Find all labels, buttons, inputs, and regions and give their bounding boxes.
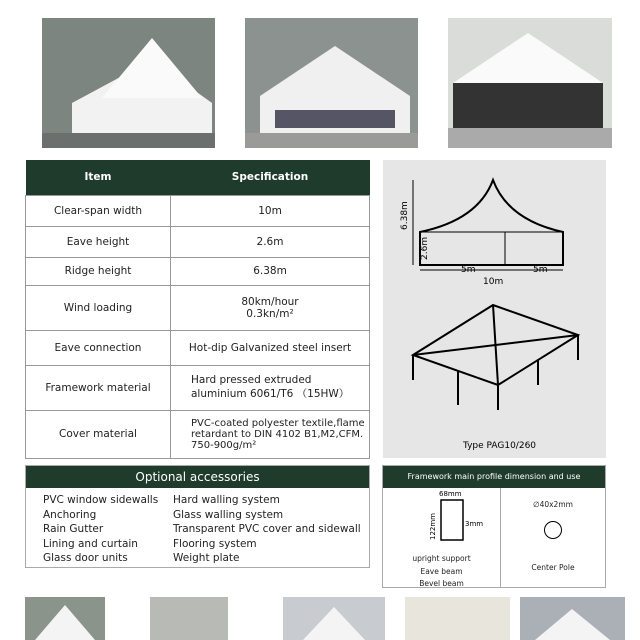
bottom-photo-4	[405, 597, 510, 640]
table-row: Wind loading 80km/hour 0.3kn/m²	[26, 285, 370, 330]
table-row: Ridge height 6.38m	[26, 257, 370, 285]
tent-photo-3	[448, 18, 612, 148]
bottom-photo-5	[520, 597, 625, 640]
ridge-height-label: 6.38m	[400, 201, 410, 230]
spec-table	[25, 160, 370, 459]
framework-title: Framework main profile dimension and use	[383, 466, 605, 488]
optional-title: Optional accessories	[26, 466, 369, 488]
half-span-1: 5m	[461, 265, 476, 275]
bottom-photo-1	[25, 597, 105, 640]
table-row: Eave connection Hot-dip Galvanized steel insert	[26, 330, 370, 365]
pole-circle-icon	[544, 521, 562, 539]
header-spec: Specification	[171, 160, 370, 195]
svg-text:68mm: 68mm	[439, 490, 462, 498]
svg-text:122mm: 122mm	[429, 513, 437, 540]
tent-drawing	[383, 160, 606, 458]
svg-text:3mm: 3mm	[465, 520, 484, 528]
bottom-photo-2	[150, 597, 228, 640]
table-row: Cover material PVC-coated polyester textile,flame retardant to DIN 4102 B1,M2,CFM. 750-900g/m²	[26, 410, 370, 458]
span-label: 10m	[483, 277, 504, 287]
eave-height-label: 2.6m	[420, 236, 430, 260]
tent-photo-1	[42, 18, 215, 148]
half-span-2: 5m	[533, 265, 548, 275]
table-row: Framework material Hard pressed extruded aluminium 6061/T6 （15HW）	[26, 365, 370, 410]
tent-photo-2	[245, 18, 418, 148]
table-row: Eave height 2.6m	[26, 226, 370, 257]
header-item: Item	[26, 160, 171, 195]
bottom-photo-3	[283, 597, 385, 640]
type-label: Type PAG10/260	[463, 441, 537, 451]
optional-accessories: Optional accessories PVC window sidewalls Anchoring Rain Gutter Lining and curtain Glass door units Hard walling system Glass walling system Transparent PVC cover and sidewall Flooring system Weight plate	[25, 465, 370, 568]
framework-profile: Framework main profile dimension and use 68mm 122mm 3mm upright support Eave beam Bevel beam ∅40x2mm Center Pole	[382, 465, 606, 588]
table-row: Clear-span width 10m	[26, 195, 370, 226]
